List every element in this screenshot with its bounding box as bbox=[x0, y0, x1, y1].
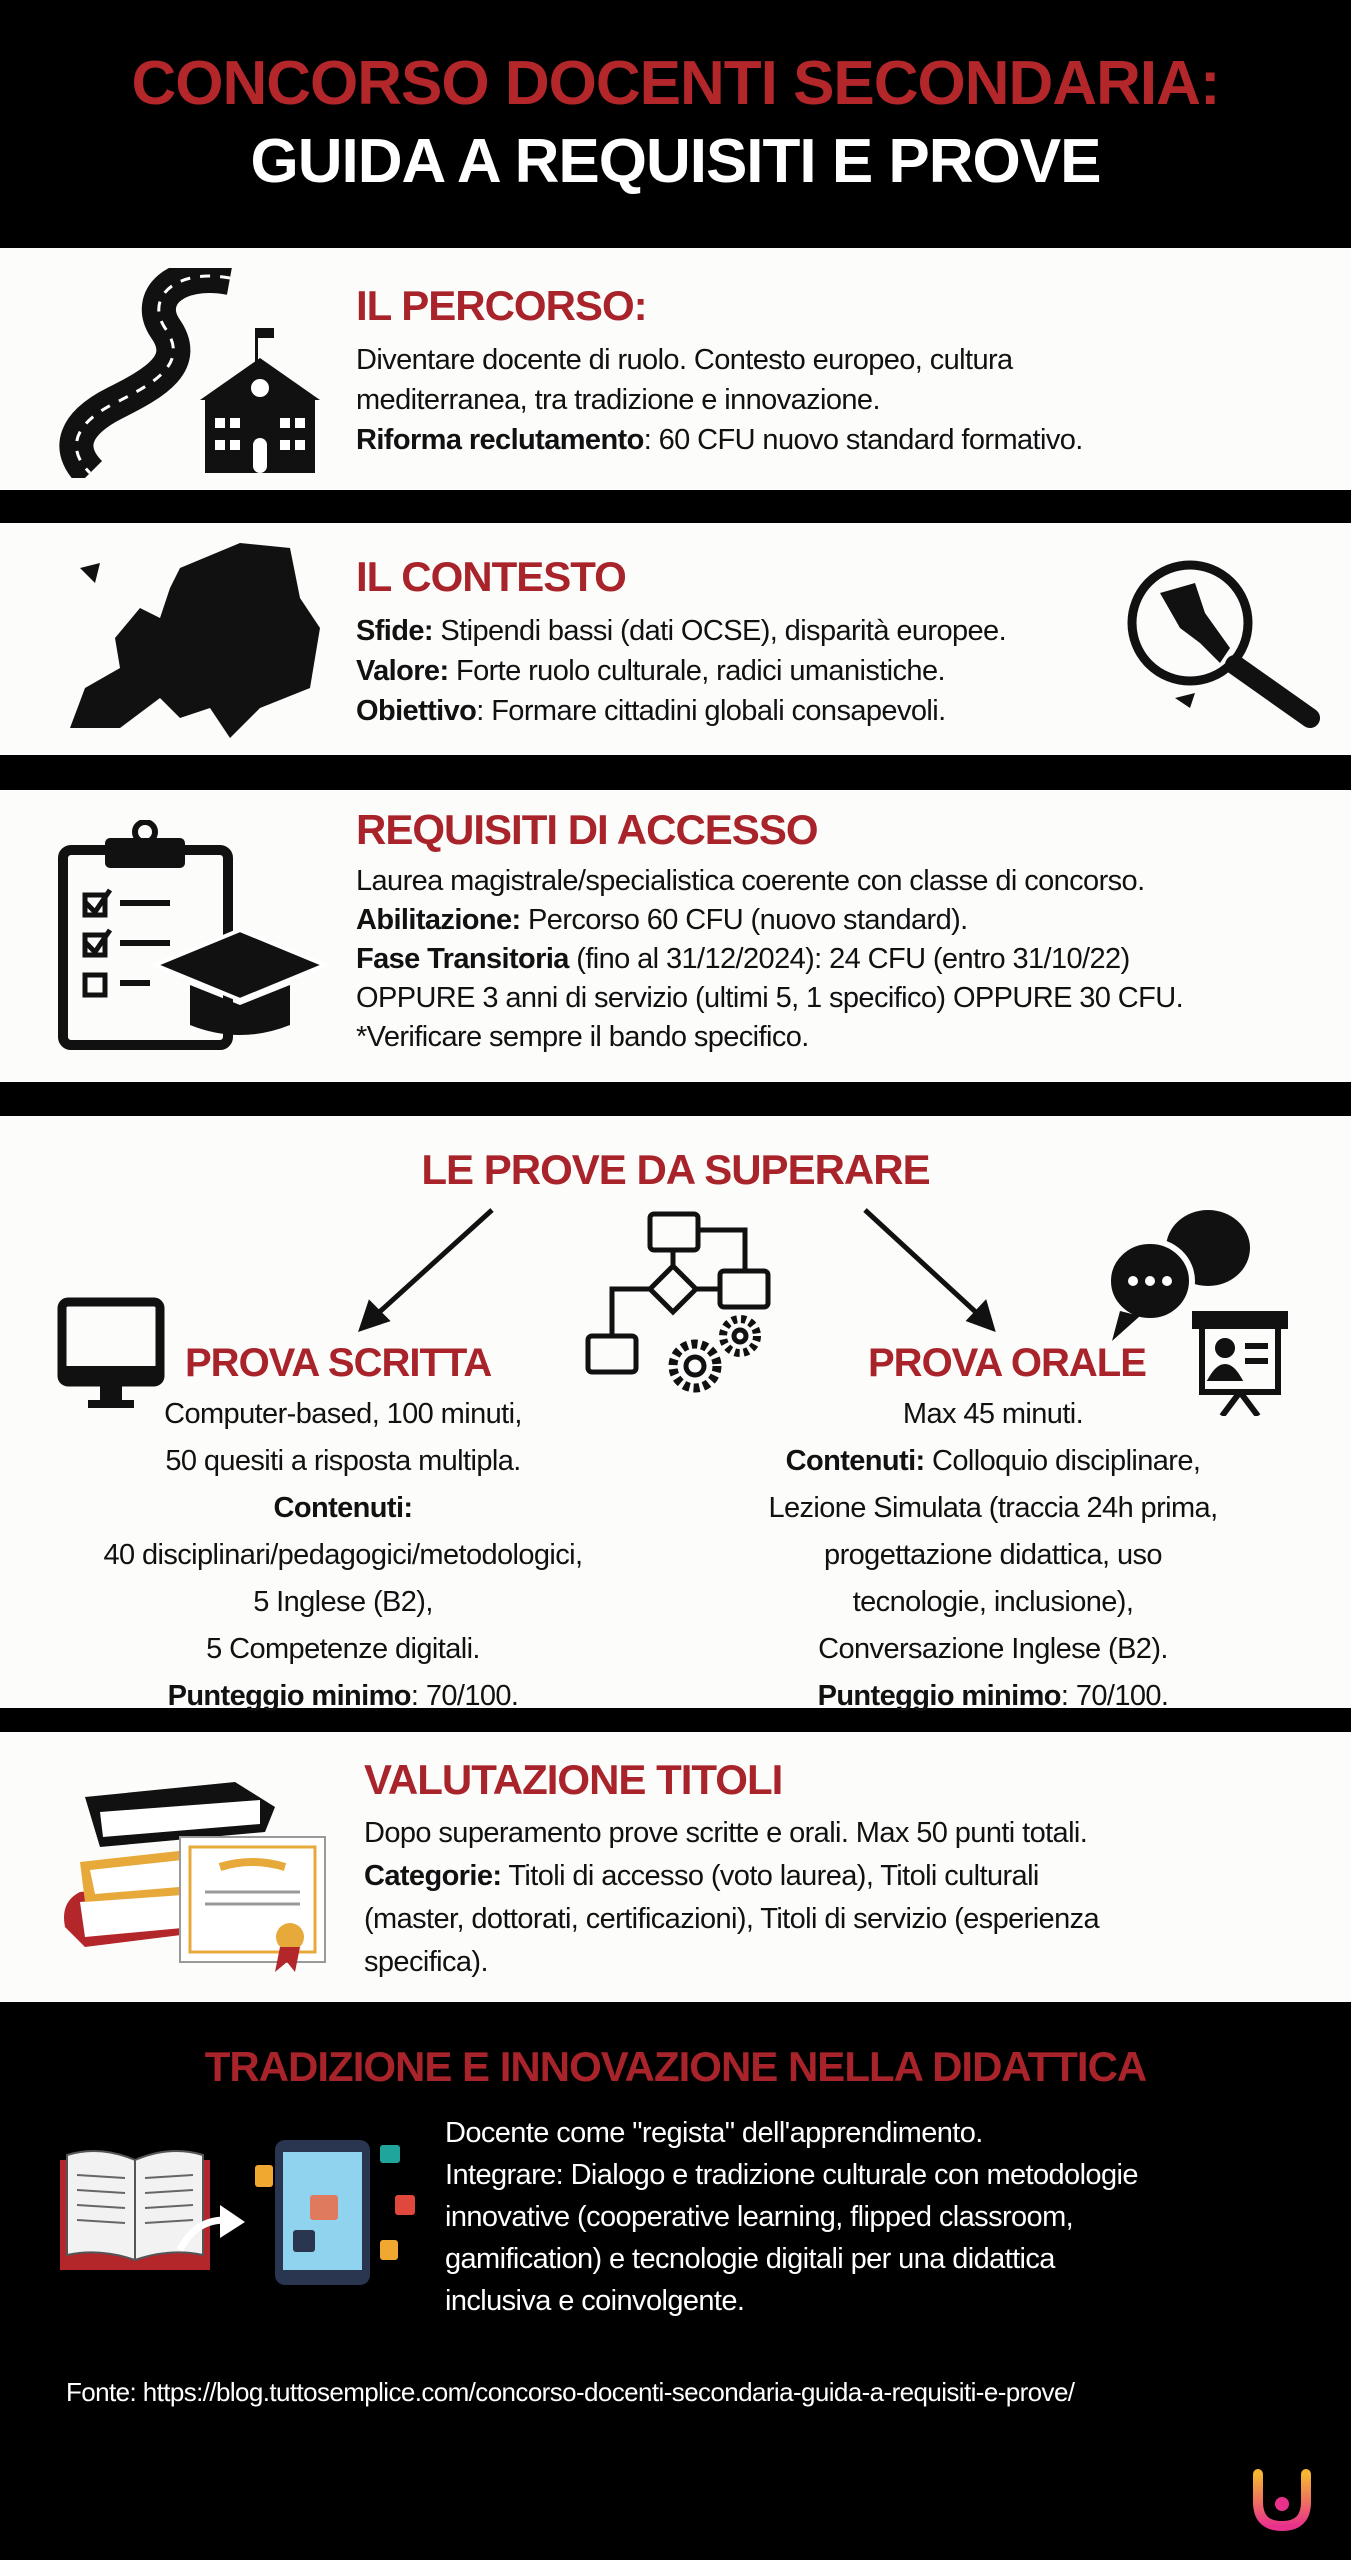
prova-scritta-heading: PROVA SCRITTA bbox=[185, 1341, 492, 1385]
title-line1: CONCORSO DOCENTI SECONDARIA: bbox=[131, 49, 1220, 118]
prova-orale-text: Max 45 minuti. Contenuti: Colloquio disciplinare, Lezione Simulata (traccia 24h prima, progettazione didattica, uso tecnologie, inclusione), Conversazione Inglese (B2). Punteggio minimo: 70/100. bbox=[768, 1398, 1218, 1712]
section-titoli bbox=[0, 1732, 1351, 2002]
titoli-heading: VALUTAZIONE TITOLI bbox=[364, 1756, 783, 1803]
section-requisiti bbox=[0, 790, 1351, 1082]
requisiti-text: Laurea magistrale/specialistica coerente con classe di concorso. Abilitazione: Percorso 60 CFU (nuovo standard). Fase Transitoria (fino al 31/12/2024): 24 CFU (entro 31/10/22) OPPURE 3 anni di servizio (ultimi 5, 1 specifico) OPPURE 30 CFU. *Verificare sempre il bando specifico. bbox=[356, 865, 1184, 1053]
section-contesto bbox=[0, 523, 1351, 755]
magnifier-italy-icon bbox=[1120, 553, 1320, 733]
prova-scritta-text: Computer-based, 100 minuti, 50 quesiti a risposta multipla. Contenuti: 40 disciplinari/pedagogici/metodologici, 5 Inglese (B2), 5 Competenze digitali. Punteggio minimo: 70/100. bbox=[103, 1398, 583, 1712]
books-diploma-icon bbox=[55, 1752, 335, 1977]
book-to-tablet-icon bbox=[55, 2130, 445, 2290]
arrow-left-icon bbox=[362, 1210, 492, 1328]
requisiti-heading: REQUISITI DI ACCESSO bbox=[356, 806, 818, 853]
brand-logo-icon bbox=[1250, 2468, 1314, 2532]
road-school-icon bbox=[55, 268, 335, 478]
percorso-heading: IL PERCORSO: bbox=[356, 282, 647, 329]
contesto-heading: IL CONTESTO bbox=[356, 553, 626, 600]
didattica-heading: TRADIZIONE E INNOVAZIONE NELLA DIDATTICA bbox=[204, 2043, 1147, 2090]
section-prove bbox=[0, 1116, 1351, 1712]
title-line2: GUIDA A REQUISITI E PROVE bbox=[250, 127, 1101, 196]
arrow-right-icon bbox=[865, 1210, 992, 1328]
section-percorso bbox=[0, 248, 1351, 490]
titoli-text: Dopo superamento prove scritte e orali. Max 50 punti totali. Categorie: Titoli di accesso (voto laurea), Titoli culturali (master, dottorati, certificazioni), Titoli di servizio (esperienza specifica). bbox=[364, 1817, 1100, 1978]
prova-orale-heading: PROVA ORALE bbox=[868, 1341, 1146, 1385]
contesto-text: Sfide: Stipendi bassi (dati OCSE), disparità europee. Valore: Forte ruolo culturale, radici umanistiche. Obiettivo: Formare cittadini globali consapevoli. bbox=[356, 615, 1007, 727]
checklist-graduation-icon bbox=[55, 820, 335, 1050]
didattica-text: Docente come "regista" dell'apprendimento. Integrare: Dialogo e tradizione culturale con metodologie innovative (cooperative learning, flipped classroom, gamification) e tecnologie digitali per una didattica inclusiva e coinvolgente. bbox=[445, 2117, 1138, 2317]
percorso-text: Diventare docente di ruolo. Contesto europeo, cultura mediterranea, tra tradizione e innovazione. Riforma reclutamento: 60 CFU nuovo standard formativo. bbox=[356, 344, 1083, 456]
source-link[interactable]: Fonte: https://blog.tuttosemplice.com/concorso-docenti-secondaria-guida-a-requisiti-e-prove/ bbox=[66, 2377, 1075, 2407]
flowchart-gears-icon bbox=[588, 1214, 768, 1388]
europe-map-icon bbox=[60, 538, 330, 738]
prove-heading: LE PROVE DA SUPERARE bbox=[421, 1146, 930, 1193]
